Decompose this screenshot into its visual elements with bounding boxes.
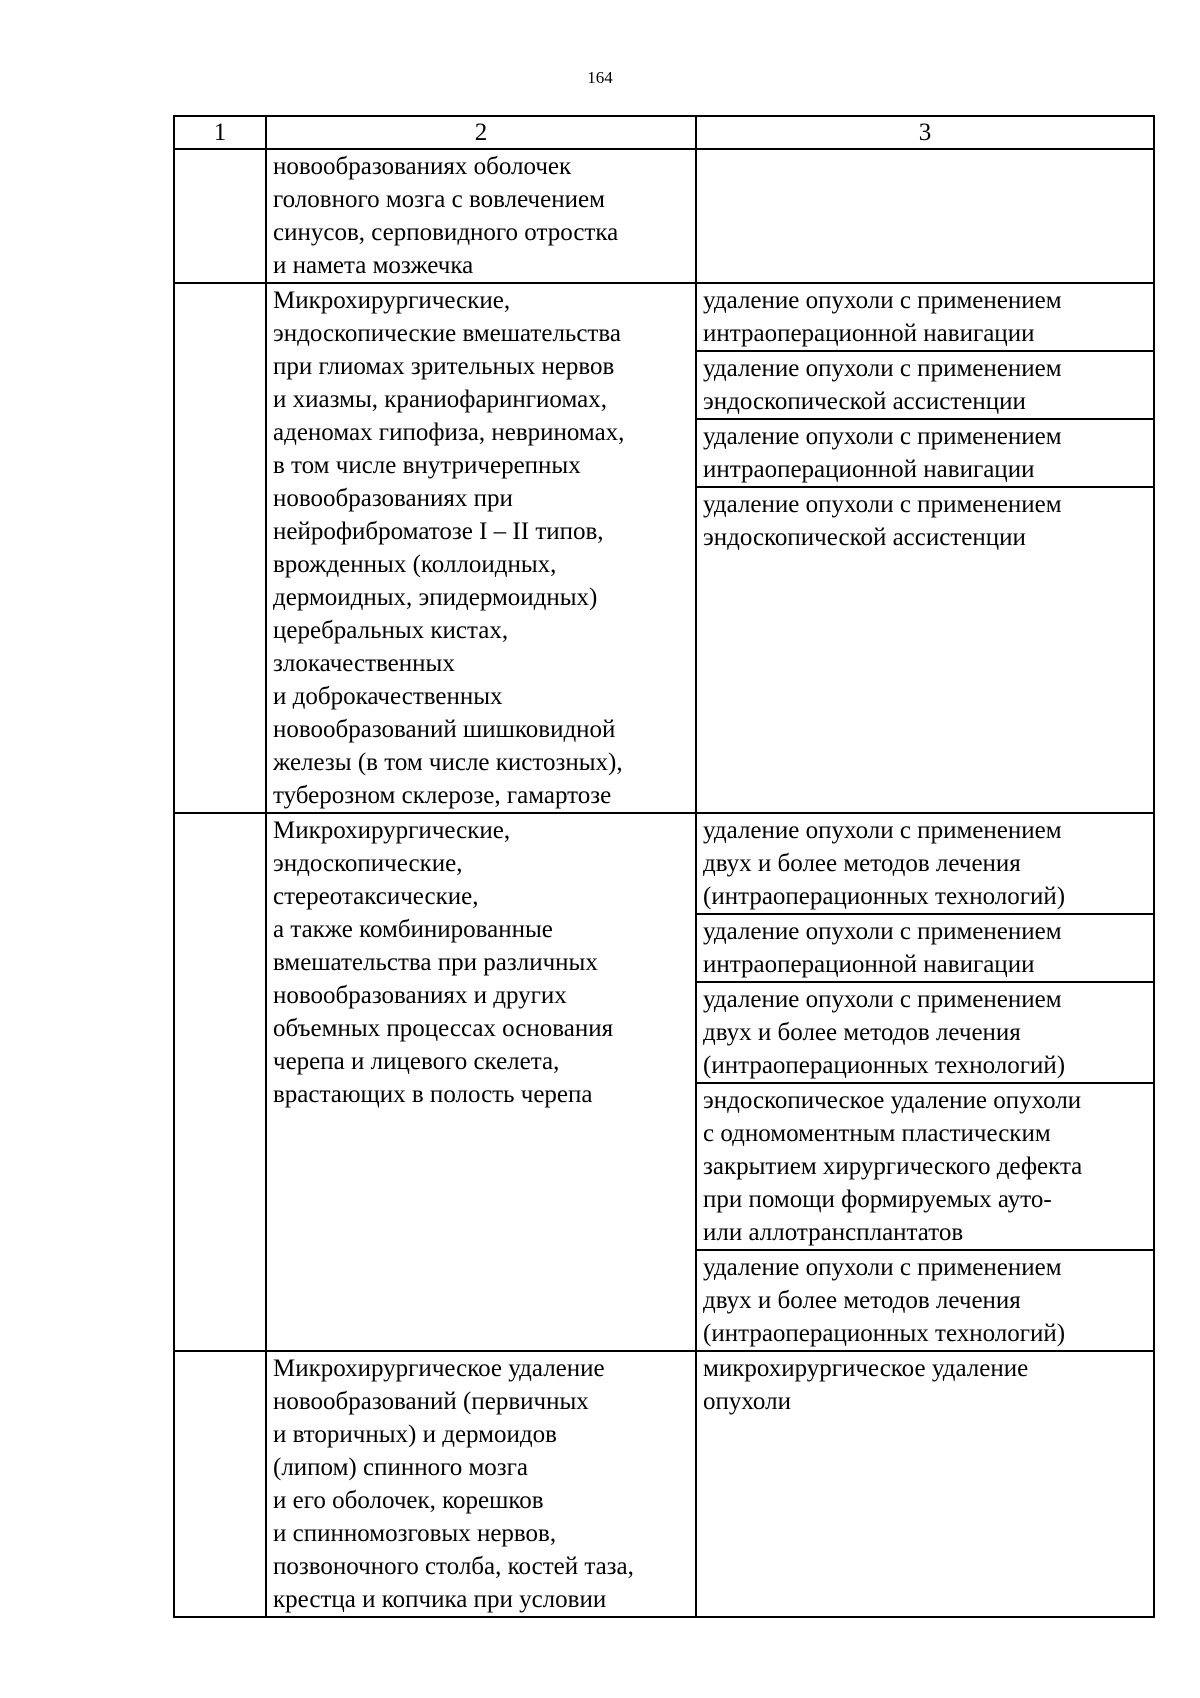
page-number: 164 xyxy=(587,68,613,87)
method-item: удаление опухоли с применением двух и более методов лечения (интраоперационных технологий) xyxy=(703,817,1066,910)
procedures-table xyxy=(173,115,1155,1618)
method-item: удаление опухоли с применением двух и более методов лечения (интраоперационных технологий) xyxy=(697,1249,1153,1350)
method-item: эндоскопическое удаление опухоли с одномоментным пластическим закрытием хирургического дефекта при помощи формируемых ауто- или аллотрансплантатов xyxy=(697,1082,1153,1249)
method-cell xyxy=(696,813,1154,1351)
row-number-cell xyxy=(174,283,266,813)
method-item: удаление опухоли с применением интраоперационной навигации xyxy=(697,418,1153,486)
diagnosis-cell: Микрохирургические, эндоскопические, стереотаксические, а также комбинированные вмешательства при различных новообразованиях и других объемных процессах основания черепа и лицевого скелета, врастающих в полость черепа xyxy=(266,813,696,1351)
method-item: удаление опухоли с применением эндоскопической ассистенции xyxy=(697,350,1153,418)
diagnosis-cell: новообразованиях оболочек головного мозга с вовлечением синусов, серповидного отростка и намета мозжечка xyxy=(266,149,696,283)
table-row xyxy=(174,283,1154,813)
method-cell xyxy=(696,283,1154,813)
diagnosis-cell: Микрохирургическое удаление новообразований (первичных и вторичных) и дермоидов (липом) спинного мозга и его оболочек, корешков и спинномозговых нервов, позвоночного столба, костей таза, крестца и копчика при условии xyxy=(266,1351,696,1617)
method-item: удаление опухоли с применением интраоперационной навигации xyxy=(697,913,1153,981)
table-row xyxy=(174,149,1154,283)
method-cell xyxy=(696,149,1154,283)
table-row xyxy=(174,813,1154,1351)
method-cell xyxy=(696,1351,1154,1617)
header-cell-3: 3 xyxy=(696,116,1154,149)
method-item: удаление опухоли с применением интраоперационной навигации xyxy=(703,287,1062,347)
table-header-row xyxy=(174,116,1154,149)
method-item: удаление опухоли с применением двух и более методов лечения (интраоперационных технологий) xyxy=(697,981,1153,1082)
row-number-cell xyxy=(174,813,266,1351)
table-row xyxy=(174,1351,1154,1617)
diagnosis-cell: Микрохирургические, эндоскопические вмешательства при глиомах зрительных нервов и хиазмы, краниофарингиомах, аденомах гипофиза, невриномах, в том числе внутричерепных новообразованиях при нейрофиброматозе I – II типов, врожденных (коллоидных, дермоидных, эпидермоидных) церебральных кистах, злокачественных и доброкачественных новообразований шишковидной железы (в том числе кистозных), туберозном склерозе, гамартозе xyxy=(266,283,696,813)
method-item: микрохирургическое удаление опухоли xyxy=(703,1355,1029,1415)
header-cell-1: 1 xyxy=(174,116,266,149)
method-item: удаление опухоли с применением эндоскопической ассистенции xyxy=(697,486,1153,554)
row-number-cell xyxy=(174,149,266,283)
row-number-cell xyxy=(174,1351,266,1617)
header-cell-2: 2 xyxy=(266,116,696,149)
